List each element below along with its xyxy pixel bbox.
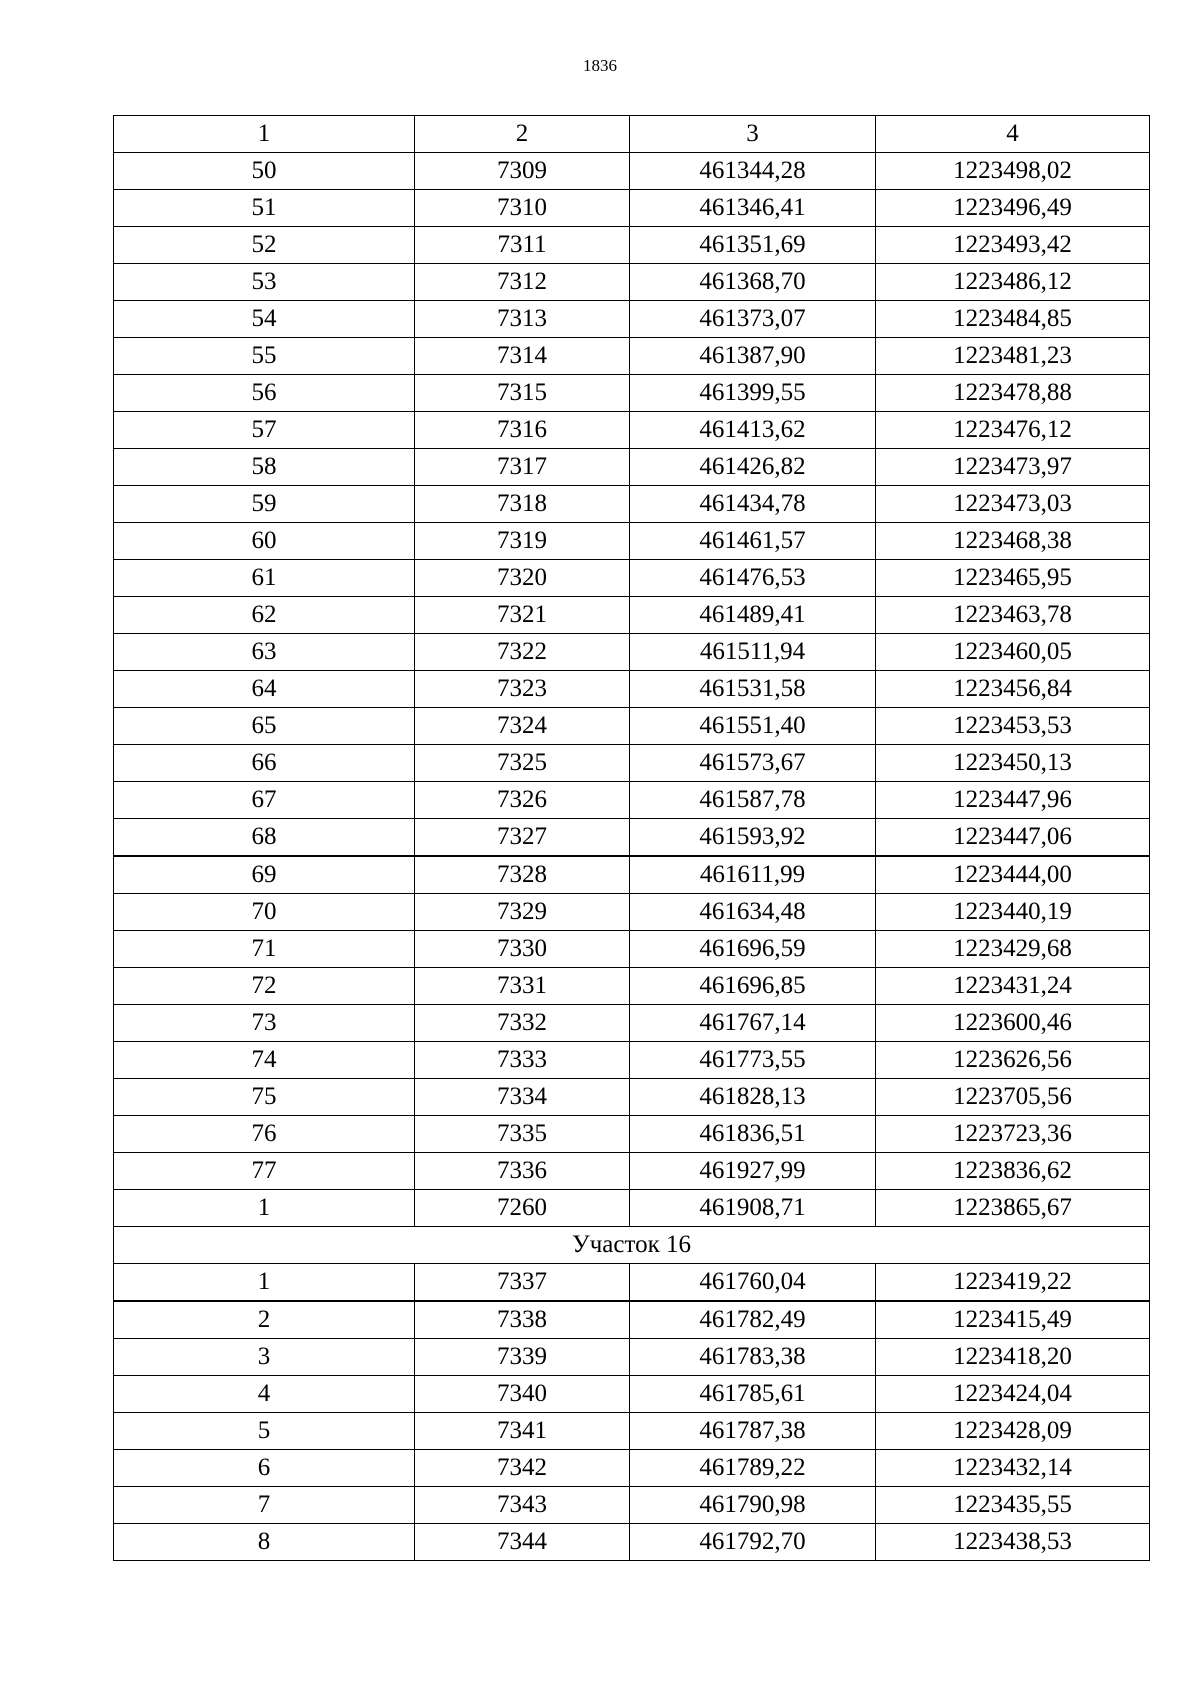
y-coordinate-cell: 1223626,56 xyxy=(876,1042,1150,1079)
point-number-cell: 60 xyxy=(114,523,415,560)
table-row xyxy=(114,375,1150,412)
y-coordinate-cell: 1223415,49 xyxy=(876,1301,1150,1339)
y-coordinate-cell: 1223444,00 xyxy=(876,856,1150,894)
point-number-cell: 55 xyxy=(114,338,415,375)
point-number-cell: 51 xyxy=(114,190,415,227)
table-row xyxy=(114,1339,1150,1376)
table-row xyxy=(114,1376,1150,1413)
x-coordinate-cell: 461783,38 xyxy=(630,1339,876,1376)
x-coordinate-cell: 461573,67 xyxy=(630,745,876,782)
point-number-cell: 61 xyxy=(114,560,415,597)
point-id-cell: 7344 xyxy=(415,1524,630,1561)
x-coordinate-cell: 461511,94 xyxy=(630,634,876,671)
point-number-cell: 63 xyxy=(114,634,415,671)
y-coordinate-cell: 1223440,19 xyxy=(876,894,1150,931)
y-coordinate-cell: 1223484,85 xyxy=(876,301,1150,338)
x-coordinate-cell: 461789,22 xyxy=(630,1450,876,1487)
y-coordinate-cell: 1223705,56 xyxy=(876,1079,1150,1116)
table-row xyxy=(114,1264,1150,1302)
y-coordinate-cell: 1223429,68 xyxy=(876,931,1150,968)
point-number-cell: 73 xyxy=(114,1005,415,1042)
y-coordinate-cell: 1223473,03 xyxy=(876,486,1150,523)
section-row xyxy=(114,1227,1150,1264)
y-coordinate-cell: 1223481,23 xyxy=(876,338,1150,375)
point-number-cell: 62 xyxy=(114,597,415,634)
y-coordinate-cell: 1223456,84 xyxy=(876,671,1150,708)
point-id-cell: 7260 xyxy=(415,1190,630,1227)
table-row xyxy=(114,671,1150,708)
point-number-cell: 77 xyxy=(114,1153,415,1190)
y-coordinate-cell: 1223435,55 xyxy=(876,1487,1150,1524)
y-coordinate-cell: 1223460,05 xyxy=(876,634,1150,671)
table-row xyxy=(114,894,1150,931)
table-row xyxy=(114,968,1150,1005)
y-coordinate-cell: 1223419,22 xyxy=(876,1264,1150,1302)
point-id-cell: 7331 xyxy=(415,968,630,1005)
point-number-cell: 8 xyxy=(114,1524,415,1561)
point-number-cell: 64 xyxy=(114,671,415,708)
table-row xyxy=(114,1005,1150,1042)
x-coordinate-cell: 461476,53 xyxy=(630,560,876,597)
y-coordinate-cell: 1223447,06 xyxy=(876,819,1150,857)
table-row xyxy=(114,931,1150,968)
point-number-cell: 69 xyxy=(114,856,415,894)
point-id-cell: 7333 xyxy=(415,1042,630,1079)
point-number-cell: 4 xyxy=(114,1376,415,1413)
section-title: Участок 16 xyxy=(114,1227,1150,1264)
table-row xyxy=(114,190,1150,227)
table-row xyxy=(114,1301,1150,1339)
y-coordinate-cell: 1223431,24 xyxy=(876,968,1150,1005)
table-row xyxy=(114,1153,1150,1190)
y-coordinate-cell: 1223476,12 xyxy=(876,412,1150,449)
point-number-cell: 56 xyxy=(114,375,415,412)
x-coordinate-cell: 461426,82 xyxy=(630,449,876,486)
point-id-cell: 7320 xyxy=(415,560,630,597)
table-row xyxy=(114,338,1150,375)
point-number-cell: 50 xyxy=(114,153,415,190)
point-id-cell: 7342 xyxy=(415,1450,630,1487)
header-row xyxy=(114,116,1150,153)
point-number-cell: 2 xyxy=(114,1301,415,1339)
x-coordinate-cell: 461531,58 xyxy=(630,671,876,708)
table-row xyxy=(114,745,1150,782)
header-cell: 4 xyxy=(876,116,1150,153)
point-id-cell: 7343 xyxy=(415,1487,630,1524)
x-coordinate-cell: 461782,49 xyxy=(630,1301,876,1339)
table-row xyxy=(114,227,1150,264)
point-id-cell: 7326 xyxy=(415,782,630,819)
x-coordinate-cell: 461767,14 xyxy=(630,1005,876,1042)
point-id-cell: 7339 xyxy=(415,1339,630,1376)
y-coordinate-cell: 1223496,49 xyxy=(876,190,1150,227)
y-coordinate-cell: 1223418,20 xyxy=(876,1339,1150,1376)
y-coordinate-cell: 1223438,53 xyxy=(876,1524,1150,1561)
x-coordinate-cell: 461368,70 xyxy=(630,264,876,301)
x-coordinate-cell: 461696,59 xyxy=(630,931,876,968)
x-coordinate-cell: 461634,48 xyxy=(630,894,876,931)
table-row xyxy=(114,264,1150,301)
y-coordinate-cell: 1223428,09 xyxy=(876,1413,1150,1450)
point-id-cell: 7314 xyxy=(415,338,630,375)
point-number-cell: 74 xyxy=(114,1042,415,1079)
point-number-cell: 67 xyxy=(114,782,415,819)
table-row xyxy=(114,1487,1150,1524)
x-coordinate-cell: 461551,40 xyxy=(630,708,876,745)
page-number: 1836 xyxy=(583,56,617,75)
point-id-cell: 7312 xyxy=(415,264,630,301)
y-coordinate-cell: 1223473,97 xyxy=(876,449,1150,486)
point-id-cell: 7315 xyxy=(415,375,630,412)
point-number-cell: 7 xyxy=(114,1487,415,1524)
y-coordinate-cell: 1223450,13 xyxy=(876,745,1150,782)
point-id-cell: 7329 xyxy=(415,894,630,931)
x-coordinate-cell: 461387,90 xyxy=(630,338,876,375)
point-number-cell: 65 xyxy=(114,708,415,745)
y-coordinate-cell: 1223465,95 xyxy=(876,560,1150,597)
point-id-cell: 7325 xyxy=(415,745,630,782)
point-id-cell: 7319 xyxy=(415,523,630,560)
point-number-cell: 57 xyxy=(114,412,415,449)
x-coordinate-cell: 461790,98 xyxy=(630,1487,876,1524)
x-coordinate-cell: 461461,57 xyxy=(630,523,876,560)
point-id-cell: 7310 xyxy=(415,190,630,227)
point-number-cell: 5 xyxy=(114,1413,415,1450)
x-coordinate-cell: 461587,78 xyxy=(630,782,876,819)
point-number-cell: 54 xyxy=(114,301,415,338)
y-coordinate-cell: 1223498,02 xyxy=(876,153,1150,190)
point-id-cell: 7337 xyxy=(415,1264,630,1302)
point-id-cell: 7340 xyxy=(415,1376,630,1413)
table-row xyxy=(114,597,1150,634)
point-id-cell: 7311 xyxy=(415,227,630,264)
y-coordinate-cell: 1223468,38 xyxy=(876,523,1150,560)
table-row xyxy=(114,708,1150,745)
point-number-cell: 76 xyxy=(114,1116,415,1153)
point-id-cell: 7324 xyxy=(415,708,630,745)
table-row xyxy=(114,153,1150,190)
point-number-cell: 75 xyxy=(114,1079,415,1116)
point-id-cell: 7316 xyxy=(415,412,630,449)
table-row xyxy=(114,1190,1150,1227)
y-coordinate-cell: 1223478,88 xyxy=(876,375,1150,412)
point-number-cell: 53 xyxy=(114,264,415,301)
point-number-cell: 70 xyxy=(114,894,415,931)
x-coordinate-cell: 461593,92 xyxy=(630,819,876,857)
header-cell: 2 xyxy=(415,116,630,153)
point-id-cell: 7336 xyxy=(415,1153,630,1190)
point-id-cell: 7328 xyxy=(415,856,630,894)
point-id-cell: 7341 xyxy=(415,1413,630,1450)
x-coordinate-cell: 461792,70 xyxy=(630,1524,876,1561)
table-row xyxy=(114,1116,1150,1153)
point-id-cell: 7321 xyxy=(415,597,630,634)
point-id-cell: 7318 xyxy=(415,486,630,523)
y-coordinate-cell: 1223600,46 xyxy=(876,1005,1150,1042)
point-id-cell: 7327 xyxy=(415,819,630,857)
y-coordinate-cell: 1223453,53 xyxy=(876,708,1150,745)
point-id-cell: 7317 xyxy=(415,449,630,486)
y-coordinate-cell: 1223486,12 xyxy=(876,264,1150,301)
point-number-cell: 71 xyxy=(114,931,415,968)
table-row xyxy=(114,782,1150,819)
point-number-cell: 1 xyxy=(114,1190,415,1227)
x-coordinate-cell: 461908,71 xyxy=(630,1190,876,1227)
point-id-cell: 7309 xyxy=(415,153,630,190)
y-coordinate-cell: 1223865,67 xyxy=(876,1190,1150,1227)
table-row xyxy=(114,819,1150,857)
table-row xyxy=(114,449,1150,486)
y-coordinate-cell: 1223447,96 xyxy=(876,782,1150,819)
point-number-cell: 52 xyxy=(114,227,415,264)
y-coordinate-cell: 1223424,04 xyxy=(876,1376,1150,1413)
header-cell: 3 xyxy=(630,116,876,153)
x-coordinate-cell: 461373,07 xyxy=(630,301,876,338)
header-cell: 1 xyxy=(114,116,415,153)
point-id-cell: 7330 xyxy=(415,931,630,968)
table-row xyxy=(114,1413,1150,1450)
point-number-cell: 66 xyxy=(114,745,415,782)
x-coordinate-cell: 461489,41 xyxy=(630,597,876,634)
x-coordinate-cell: 461787,38 xyxy=(630,1413,876,1450)
table-row xyxy=(114,301,1150,338)
coordinates-table xyxy=(113,115,1150,1561)
table-row xyxy=(114,856,1150,894)
point-id-cell: 7332 xyxy=(415,1005,630,1042)
table-row xyxy=(114,486,1150,523)
point-number-cell: 6 xyxy=(114,1450,415,1487)
table-row xyxy=(114,1042,1150,1079)
y-coordinate-cell: 1223836,62 xyxy=(876,1153,1150,1190)
table-row xyxy=(114,1450,1150,1487)
point-id-cell: 7323 xyxy=(415,671,630,708)
point-number-cell: 1 xyxy=(114,1264,415,1302)
point-number-cell: 3 xyxy=(114,1339,415,1376)
x-coordinate-cell: 461773,55 xyxy=(630,1042,876,1079)
y-coordinate-cell: 1223432,14 xyxy=(876,1450,1150,1487)
x-coordinate-cell: 461413,62 xyxy=(630,412,876,449)
table-row xyxy=(114,634,1150,671)
point-id-cell: 7322 xyxy=(415,634,630,671)
table-row xyxy=(114,1079,1150,1116)
point-number-cell: 59 xyxy=(114,486,415,523)
x-coordinate-cell: 461927,99 xyxy=(630,1153,876,1190)
point-id-cell: 7335 xyxy=(415,1116,630,1153)
x-coordinate-cell: 461399,55 xyxy=(630,375,876,412)
point-number-cell: 68 xyxy=(114,819,415,857)
x-coordinate-cell: 461696,85 xyxy=(630,968,876,1005)
point-number-cell: 58 xyxy=(114,449,415,486)
x-coordinate-cell: 461785,61 xyxy=(630,1376,876,1413)
point-number-cell: 72 xyxy=(114,968,415,1005)
y-coordinate-cell: 1223463,78 xyxy=(876,597,1150,634)
table-row xyxy=(114,1524,1150,1561)
x-coordinate-cell: 461611,99 xyxy=(630,856,876,894)
point-id-cell: 7313 xyxy=(415,301,630,338)
x-coordinate-cell: 461760,04 xyxy=(630,1264,876,1302)
point-id-cell: 7334 xyxy=(415,1079,630,1116)
x-coordinate-cell: 461344,28 xyxy=(630,153,876,190)
table-row xyxy=(114,523,1150,560)
point-id-cell: 7338 xyxy=(415,1301,630,1339)
x-coordinate-cell: 461828,13 xyxy=(630,1079,876,1116)
x-coordinate-cell: 461351,69 xyxy=(630,227,876,264)
x-coordinate-cell: 461836,51 xyxy=(630,1116,876,1153)
y-coordinate-cell: 1223723,36 xyxy=(876,1116,1150,1153)
table-row xyxy=(114,412,1150,449)
y-coordinate-cell: 1223493,42 xyxy=(876,227,1150,264)
table-row xyxy=(114,560,1150,597)
x-coordinate-cell: 461346,41 xyxy=(630,190,876,227)
x-coordinate-cell: 461434,78 xyxy=(630,486,876,523)
